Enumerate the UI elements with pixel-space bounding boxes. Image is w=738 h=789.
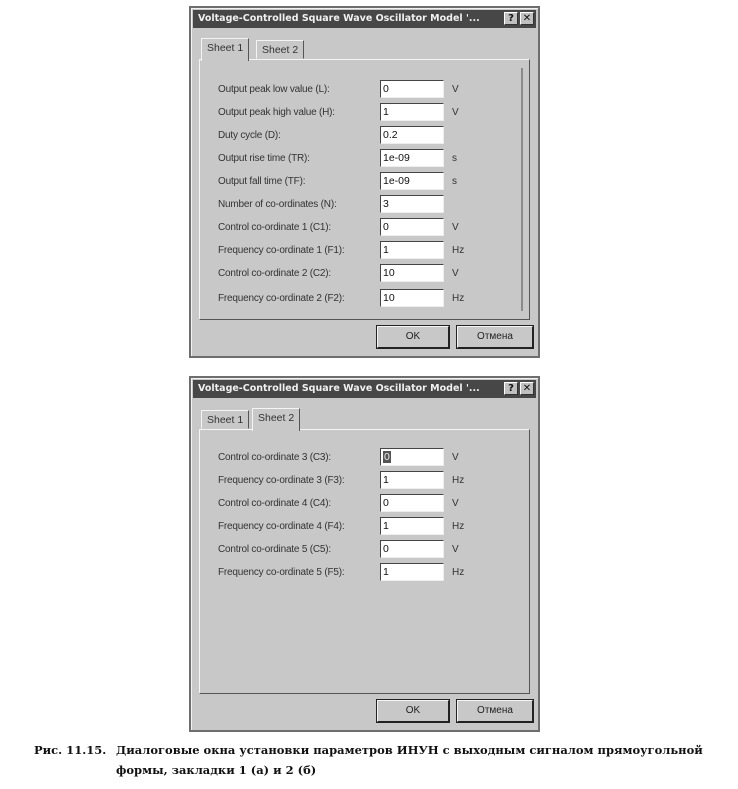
- tab-panel: [199, 429, 530, 694]
- help-button[interactable]: ?: [504, 12, 518, 25]
- field-row: [218, 241, 518, 261]
- field-row: [218, 264, 518, 284]
- field-label: Control co-ordinate 2 (C2):: [218, 268, 331, 279]
- unit-label: s: [452, 153, 457, 164]
- ok-button[interactable]: OK: [377, 326, 449, 348]
- scrollbar[interactable]: [521, 68, 523, 311]
- frequency-f1-input[interactable]: 1: [380, 241, 444, 259]
- coordinates-count-input[interactable]: 3: [380, 195, 444, 213]
- frequency-f3-input[interactable]: 1: [380, 471, 444, 489]
- control-c2-input[interactable]: 10: [380, 264, 444, 282]
- field-label: Output rise time (TR):: [218, 153, 310, 164]
- field-row: [218, 289, 518, 309]
- frequency-f4-input[interactable]: 1: [380, 517, 444, 535]
- tab-panel: [199, 59, 530, 320]
- unit-label: V: [452, 107, 459, 118]
- field-row: [218, 172, 518, 192]
- unit-label: V: [452, 268, 459, 279]
- output-low-input[interactable]: 0: [380, 80, 444, 98]
- unit-label: V: [452, 452, 459, 463]
- oscillator-dialog-sheet2: [189, 376, 540, 732]
- output-high-input[interactable]: 1: [380, 103, 444, 121]
- selected-text: 0: [384, 451, 390, 463]
- field-row: [218, 218, 518, 238]
- cancel-button[interactable]: Отмена: [457, 326, 533, 348]
- frequency-f2-input[interactable]: 10: [380, 289, 444, 307]
- field-row: [218, 126, 518, 146]
- unit-label: V: [452, 222, 459, 233]
- field-label: Control co-ordinate 5 (C5):: [218, 544, 331, 555]
- ok-button[interactable]: OK: [377, 700, 449, 722]
- unit-label: V: [452, 498, 459, 509]
- close-button[interactable]: ✕: [520, 12, 534, 25]
- cancel-button[interactable]: Отмена: [457, 700, 533, 722]
- field-label: Control co-ordinate 1 (C1):: [218, 222, 331, 233]
- field-row: [218, 149, 518, 169]
- field-label: Frequency co-ordinate 5 (F5):: [218, 567, 345, 578]
- unit-label: Hz: [452, 475, 465, 486]
- control-c1-input[interactable]: 0: [380, 218, 444, 236]
- field-row: [218, 471, 518, 491]
- tab-sheet-1[interactable]: Sheet 1: [201, 410, 249, 429]
- fall-time-input[interactable]: 1e-09: [380, 172, 444, 190]
- unit-label: V: [452, 84, 459, 95]
- title-bar[interactable]: [193, 10, 536, 28]
- control-c3-input[interactable]: [380, 448, 444, 466]
- field-label: Frequency co-ordinate 3 (F3):: [218, 475, 345, 486]
- dialog-title: Voltage-Controlled Square Wave Oscillator Model '...: [198, 13, 480, 24]
- field-row: [218, 540, 518, 560]
- field-label: Output peak low value (L):: [218, 84, 330, 95]
- field-row: [218, 494, 518, 514]
- frequency-f5-input[interactable]: 1: [380, 563, 444, 581]
- oscillator-dialog-sheet1: [189, 6, 540, 358]
- title-bar[interactable]: [193, 380, 536, 398]
- unit-label: Hz: [452, 521, 465, 532]
- field-label: Control co-ordinate 3 (C3):: [218, 452, 331, 463]
- duty-cycle-input[interactable]: 0.2: [380, 126, 444, 144]
- tab-sheet-1[interactable]: Sheet 1: [201, 38, 249, 61]
- unit-label: Hz: [452, 245, 465, 256]
- tab-sheet-2[interactable]: Sheet 2: [256, 40, 304, 59]
- field-label: Output fall time (TF):: [218, 176, 306, 187]
- unit-label: Hz: [452, 293, 465, 304]
- field-label: Frequency co-ordinate 2 (F2):: [218, 293, 345, 304]
- field-label: Number of co-ordinates (N):: [218, 199, 337, 210]
- field-label: Duty cycle (D):: [218, 130, 281, 141]
- field-row: [218, 563, 518, 583]
- tab-sheet-2[interactable]: Sheet 2: [252, 408, 300, 431]
- field-row: [218, 448, 518, 468]
- caption-number: Рис. 11.15.: [34, 743, 107, 757]
- field-row: [218, 517, 518, 537]
- help-button[interactable]: ?: [504, 382, 518, 395]
- field-label: Control co-ordinate 4 (C4):: [218, 498, 331, 509]
- control-c4-input[interactable]: 0: [380, 494, 444, 512]
- field-label: Frequency co-ordinate 4 (F4):: [218, 521, 345, 532]
- field-row: [218, 195, 518, 215]
- unit-label: Hz: [452, 567, 465, 578]
- field-label: Frequency co-ordinate 1 (F1):: [218, 245, 345, 256]
- field-label: Output peak high value (H):: [218, 107, 335, 118]
- unit-label: s: [452, 176, 457, 187]
- control-c5-input[interactable]: 0: [380, 540, 444, 558]
- caption-text: Диалоговые окна установки параметров ИНУН с выходным сигналом прямоугольной формы, закладки 1 (а) и 2 (б): [116, 743, 703, 777]
- field-row: [218, 80, 518, 100]
- unit-label: V: [452, 544, 459, 555]
- field-row: [218, 103, 518, 123]
- dialog-title: Voltage-Controlled Square Wave Oscillator Model '...: [198, 383, 480, 394]
- rise-time-input[interactable]: 1e-09: [380, 149, 444, 167]
- close-button[interactable]: ✕: [520, 382, 534, 395]
